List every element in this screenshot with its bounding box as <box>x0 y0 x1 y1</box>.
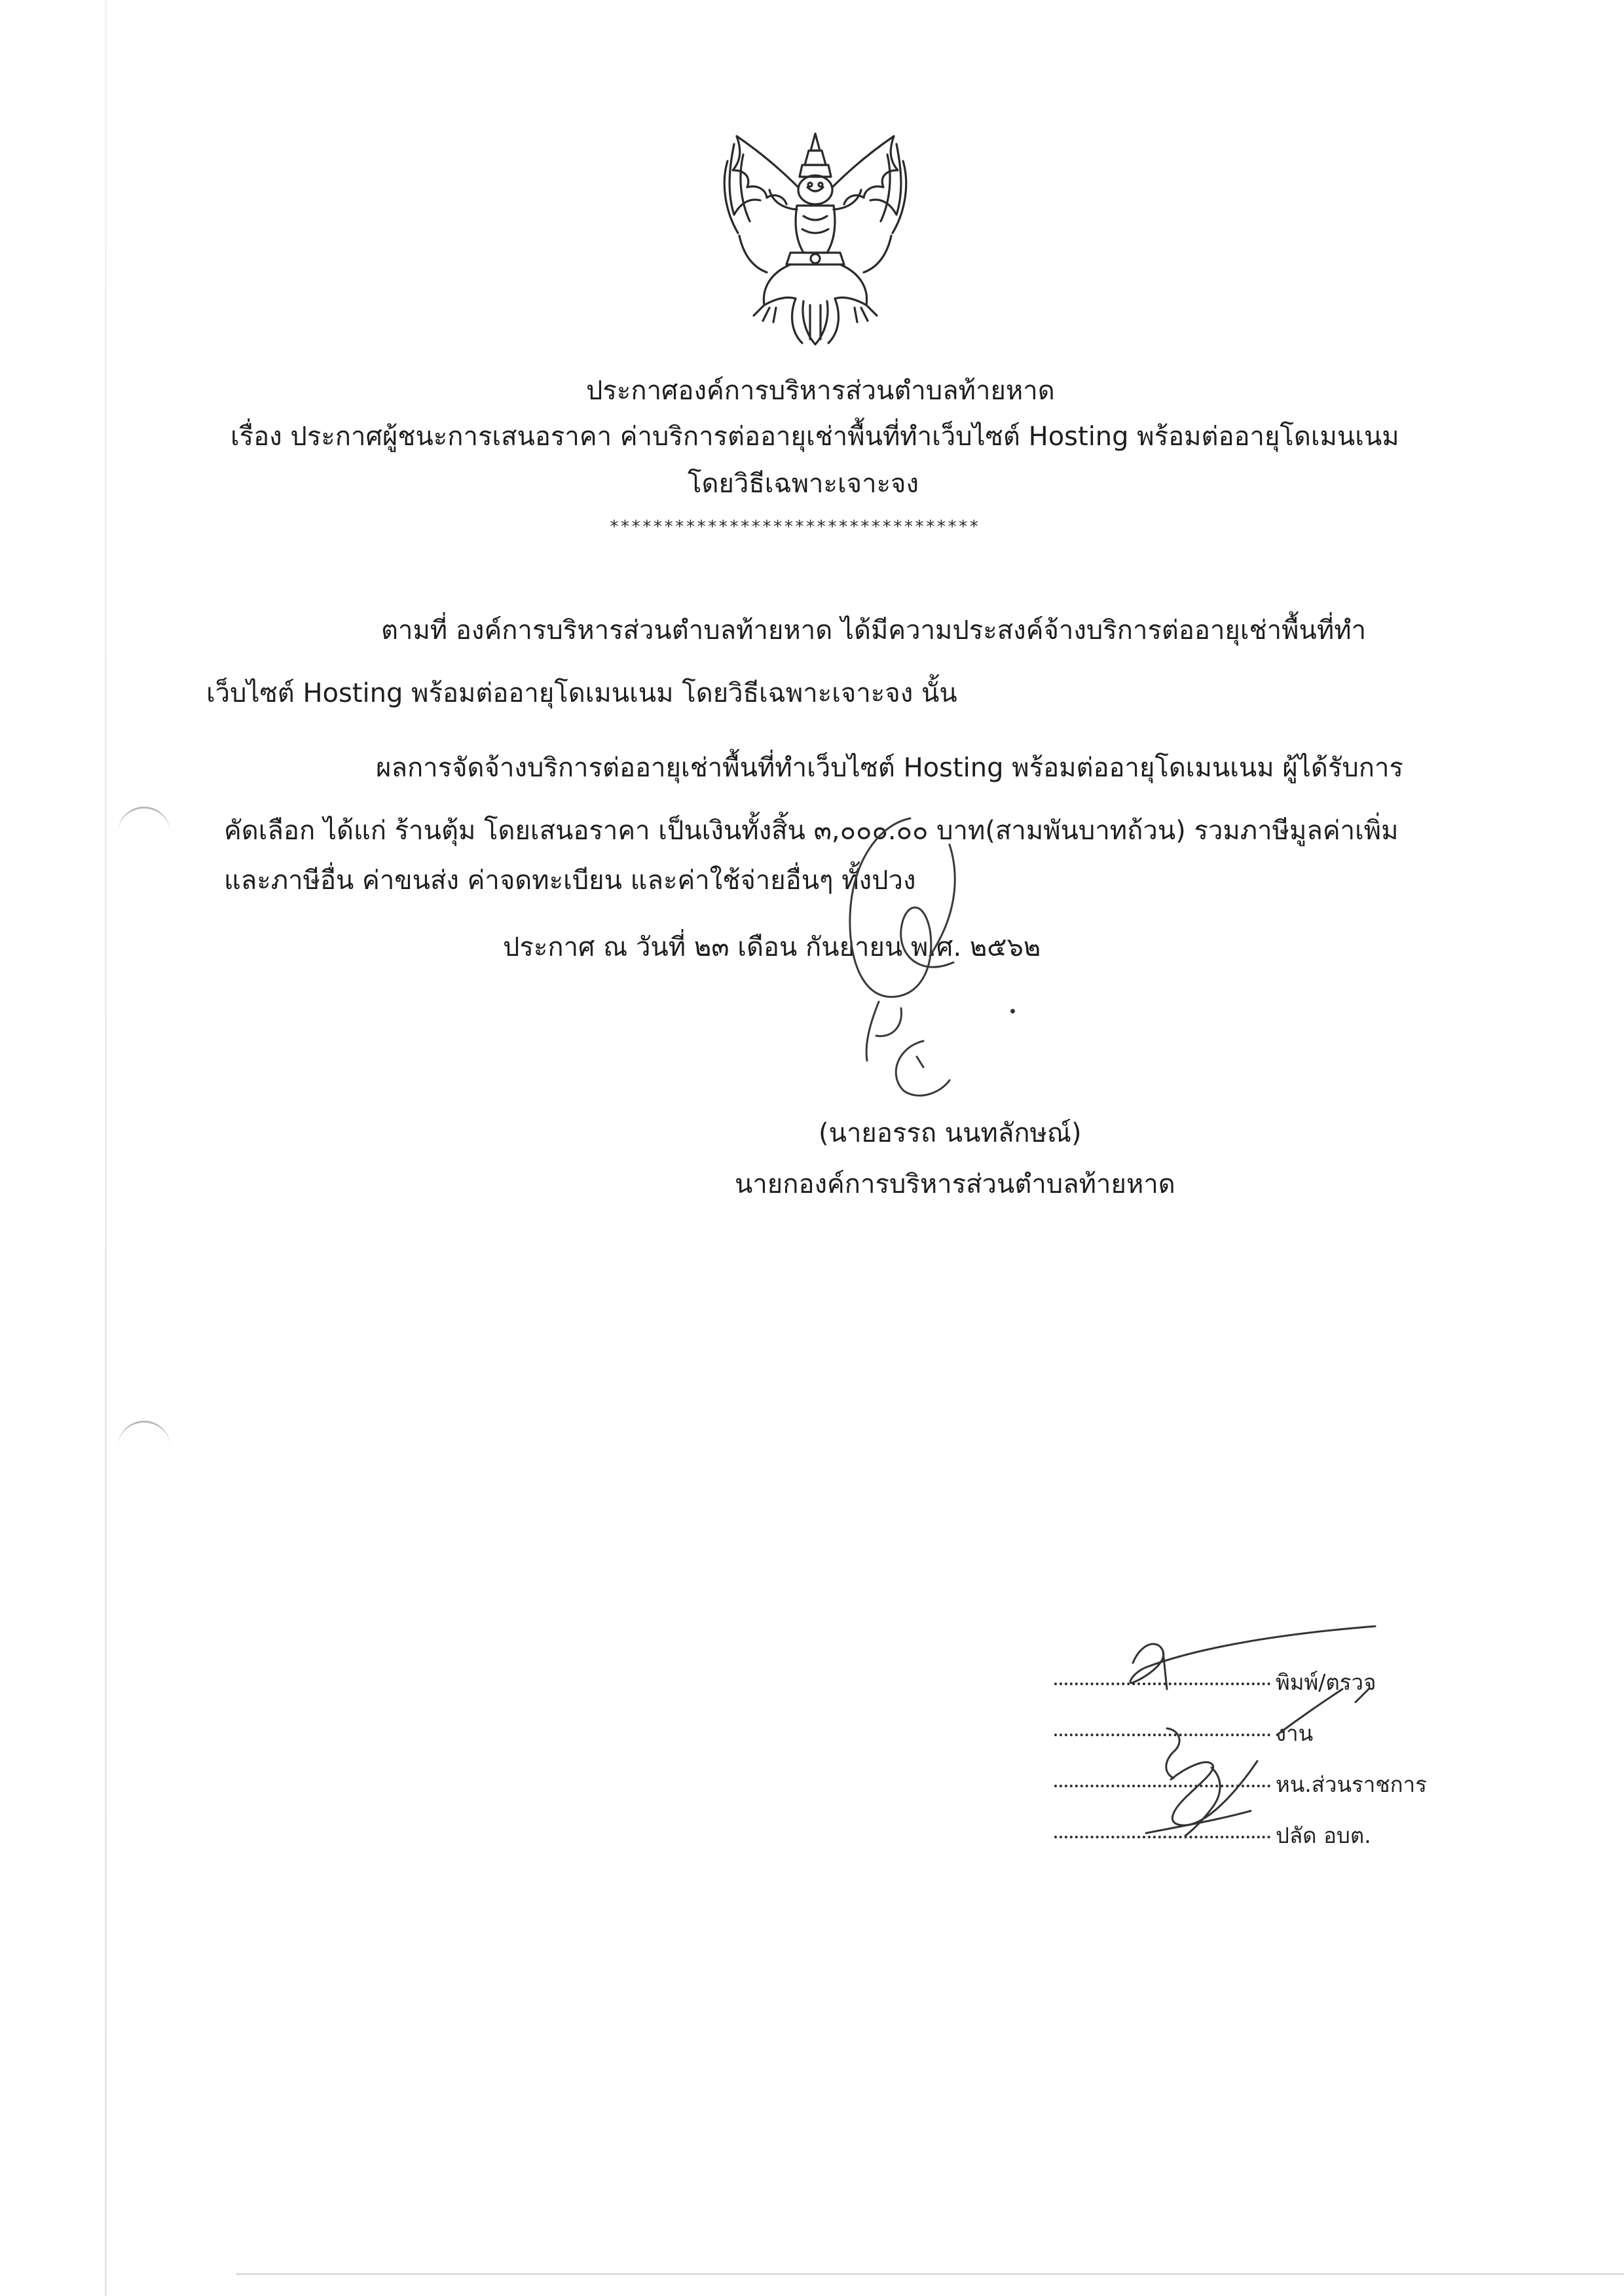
announcement-date: ประกาศ ณ วันที่ ๒๓ เดือน กันยายน พ.ศ. ๒๕๖๒ <box>503 932 1041 962</box>
check-row-label: งาน <box>1276 1721 1314 1746</box>
handwritten-signature <box>825 805 995 1100</box>
garuda-emblem <box>704 124 927 354</box>
paragraph-2-line-1: ผลการจัดจ้างบริการต่ออายุเช่าพื้นที่ทำเว็บไซต์ Hosting พร้อมต่ออายุโดเมนเนม ผู้ได้รับการ <box>376 753 1403 783</box>
paragraph-1-line-1: ตามที่ องค์การบริหารส่วนตำบลท้ายหาด ได้มีความประสงค์จ้างบริการต่ออายุเช่าพื้นที่ทำ <box>381 615 1367 646</box>
punch-hole-mark <box>118 807 170 848</box>
check-row-label: หน.ส่วนราชการ <box>1276 1772 1427 1797</box>
page-left-edge <box>105 0 107 2296</box>
announcement-agency-title: ประกาศองค์การบริหารส่วนตำบลท้ายหาด <box>586 376 1055 406</box>
paragraph-1-line-2: เว็บไซต์ Hosting พร้อมต่ออายุโดเมนเนม โดยวิธีเฉพาะเจาะจง นั้น <box>206 678 957 708</box>
separator-line: ********************************** <box>609 517 980 537</box>
ink-dot <box>1010 1009 1015 1013</box>
signatory-position: นายกองค์การบริหารส่วนตำบลท้ายหาด <box>735 1169 1175 1199</box>
announcement-subject-line: เรื่อง ประกาศผู้ชนะการเสนอราคา ค่าบริการต่ออายุเช่าพื้นที่ทำเว็บไซต์ Hosting พร้อมต่ออายุโดเมนเนม <box>231 422 1399 452</box>
page-bottom-edge <box>236 2273 1624 2275</box>
punch-hole-mark <box>118 1421 170 1462</box>
check-row-label: พิมพ์/ตรวจ <box>1276 1669 1376 1695</box>
signatory-name: (นายอรรถ นนทลักษณ์) <box>819 1118 1082 1148</box>
paragraph-2-line-2: คัดเลือก ได้แก่ ร้านตุ้ม โดยเสนอราคา เป็นเงินทั้งสิ้น ๓,๐๐๐.๐๐ บาท(สามพันบาทถ้วน) รวมภาษีมูลค่าเพิ่ม <box>224 816 1399 846</box>
announcement-subject-method: โดยวิธีเฉพาะเจาะจง <box>688 469 919 499</box>
initial-signatures <box>1107 1617 1382 1866</box>
check-row-label: ปลัด อบต. <box>1276 1823 1371 1848</box>
paragraph-2-line-3: และภาษีอื่น ค่าขนส่ง ค่าจดทะเบียน และค่าใช้จ่ายอื่นๆ ทั้งปวง <box>224 866 916 896</box>
